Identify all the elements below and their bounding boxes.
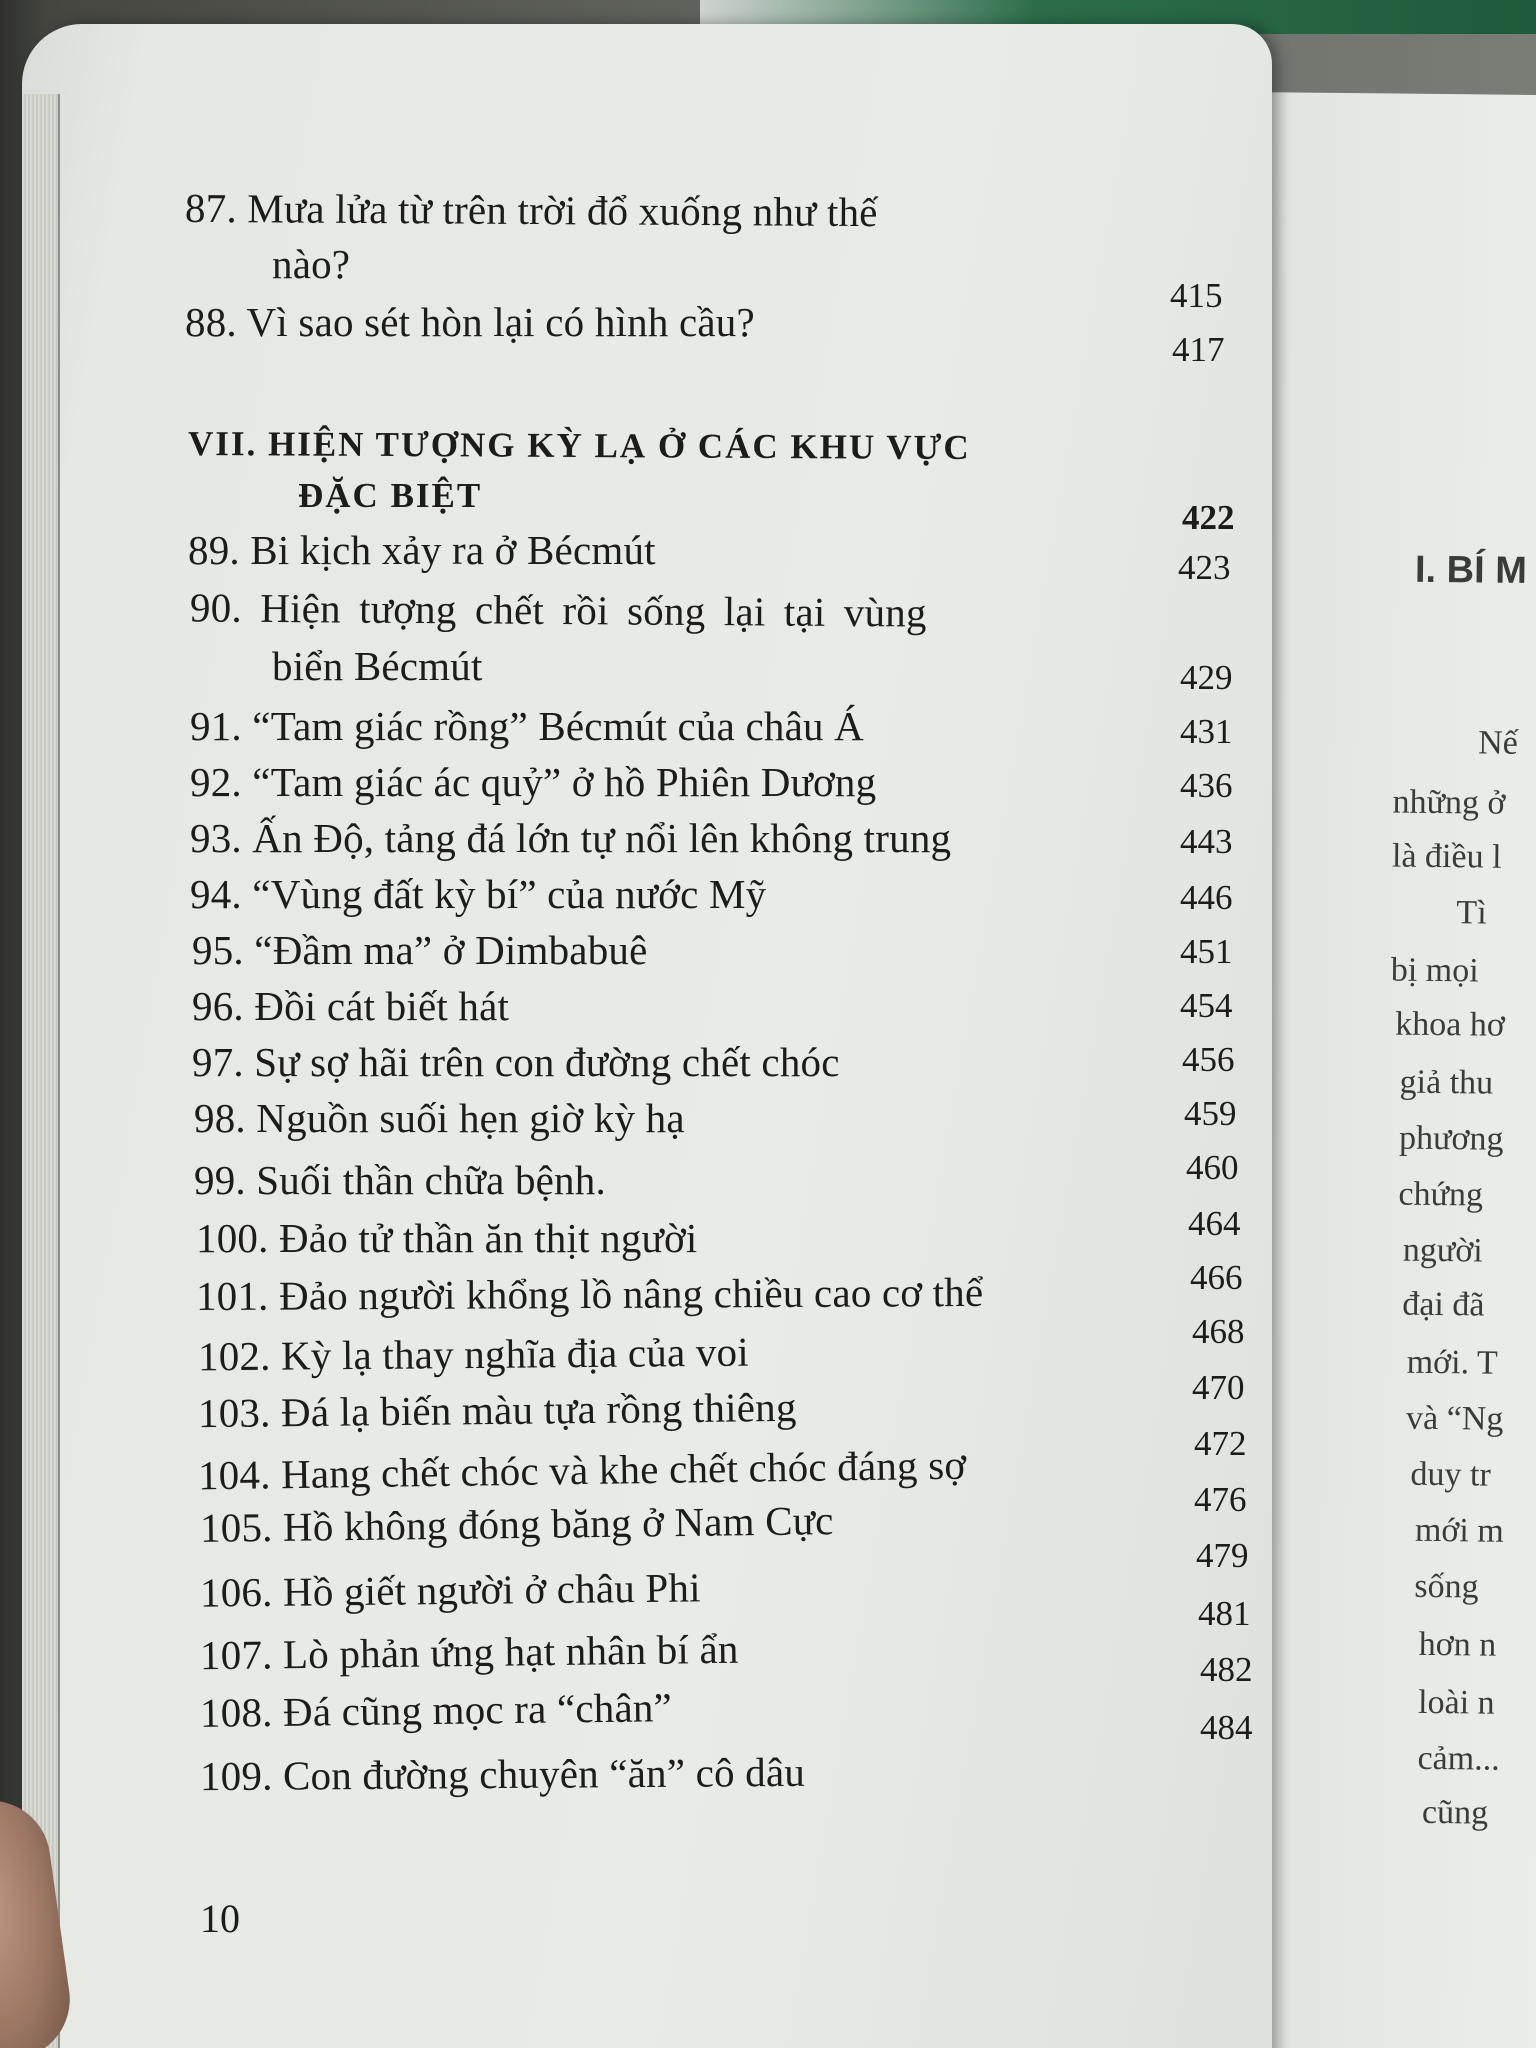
- toc-page-107: 481: [1198, 1594, 1251, 1633]
- toc-entry-106: 106. Hồ giết người ở châu Phi: [199, 1564, 701, 1616]
- toc-entry-102: 102. Kỳ lạ thay nghĩa địa của voi: [197, 1328, 750, 1380]
- toc-page-97: 456: [1182, 1040, 1235, 1079]
- toc-page-91: 431: [1180, 712, 1233, 751]
- page-number: 10: [200, 1896, 240, 1941]
- toc-entry-97: 97. Sự sợ hãi trên con đường chết chóc: [192, 1039, 840, 1085]
- toc-page-109: 484: [1200, 1708, 1253, 1747]
- toc-page-103: 470: [1192, 1368, 1245, 1407]
- toc-entry-105: 105. Hồ không đóng băng ở Nam Cực: [199, 1497, 834, 1551]
- toc-entry-104: 104. Hang chết chóc và khe chết chóc đáng sợ: [197, 1441, 967, 1499]
- toc-page-98: 459: [1184, 1094, 1237, 1133]
- right-page-line: khoa hơ: [1395, 1005, 1506, 1044]
- right-page-line: cũng: [1421, 1793, 1489, 1832]
- right-page-line: mới m: [1414, 1511, 1504, 1550]
- toc-entry-90-cont: biển Bécmút: [272, 643, 483, 689]
- toc-page-104: 472: [1194, 1424, 1247, 1463]
- toc-page-102: 468: [1192, 1312, 1245, 1351]
- right-page-line: người: [1402, 1231, 1483, 1270]
- right-page-line: duy tr: [1410, 1455, 1492, 1494]
- toc-page-vii: 422: [1182, 498, 1235, 537]
- right-page-line: mới. T: [1406, 1343, 1498, 1382]
- right-page-line: và “Ng: [1405, 1399, 1504, 1438]
- section-heading-vii: VII. HIỆN TƯỢNG KỲ LẠ Ở CÁC KHU VỰC: [187, 423, 971, 468]
- toc-page-90: 429: [1180, 658, 1233, 697]
- toc-entry-88: 88. Vì sao sét hòn lại có hình cầu?: [185, 299, 755, 345]
- toc-page-108: 482: [1200, 1650, 1253, 1689]
- toc-page-106: 479: [1196, 1536, 1249, 1575]
- toc-entry-91: 91. “Tam giác rồng” Bécmút của châu Á: [190, 703, 864, 749]
- right-page-line: chứng: [1398, 1175, 1484, 1214]
- right-page-line: đại đã: [1402, 1285, 1485, 1324]
- toc-page-94: 446: [1180, 878, 1233, 917]
- right-page-line: Nế: [1478, 724, 1519, 762]
- toc-entry-107: 107. Lò phản ứng hạt nhân bí ẩn: [199, 1625, 739, 1679]
- toc-page-96: 454: [1180, 986, 1233, 1025]
- toc-page-88: 417: [1172, 330, 1225, 369]
- toc-page-99: 460: [1186, 1148, 1239, 1187]
- toc-entry-92: 92. “Tam giác ác quỷ” ở hồ Phiên Dương: [190, 759, 877, 805]
- right-page-line: là điều l: [1391, 837, 1502, 876]
- toc-entry-100: 100. Đảo tử thần ăn thịt người: [196, 1215, 698, 1261]
- toc-entry-108: 108. Đá cũng mọc ra “chân”: [199, 1684, 673, 1736]
- toc-page-87: 415: [1170, 276, 1223, 315]
- toc-entry-98: 98. Nguồn suối hẹn giờ kỳ hạ: [194, 1095, 685, 1141]
- toc-page-100: 464: [1188, 1204, 1241, 1243]
- right-page-line: cảm...: [1417, 1739, 1500, 1778]
- right-page-line: hơn n: [1418, 1625, 1497, 1664]
- toc-entry-96: 96. Đồi cát biết hát: [192, 983, 510, 1029]
- toc-entry-90: 90. Hiện tượng chết rồi sống lại tại vùng: [189, 584, 927, 636]
- toc-entry-103: 103. Đá lạ biến màu tựa rồng thiêng: [197, 1383, 797, 1437]
- right-page-line: Tì: [1456, 894, 1487, 932]
- toc-entry-109: 109. Con đường chuyên “ăn” cô dâu: [199, 1748, 806, 1800]
- toc-entry-93: 93. Ấn Độ, tảng đá lớn tự nổi lên không trung: [190, 815, 952, 861]
- toc-page-101: 466: [1190, 1258, 1243, 1297]
- right-page-line: phương: [1398, 1119, 1504, 1158]
- right-page-heading: I. BÍ M: [1414, 548, 1528, 592]
- toc-page-92: 436: [1180, 766, 1233, 805]
- right-page-line: bị mọi: [1390, 951, 1479, 990]
- toc-entry-87-cont: nào?: [272, 241, 351, 287]
- section-heading-vii-cont: ĐẶC BIỆT: [298, 476, 483, 515]
- toc-entry-95: 95. “Đầm ma” ở Dimbabuê: [192, 927, 648, 973]
- toc-entry-99: 99. Suối thần chữa bệnh.: [194, 1157, 606, 1203]
- toc-page-105: 476: [1194, 1480, 1247, 1519]
- toc-page-89: 423: [1178, 548, 1231, 587]
- toc-entry-87: 87. Mưa lửa từ trên trời đổ xuống như thế: [184, 184, 878, 236]
- right-page-line: loài n: [1417, 1683, 1495, 1722]
- right-page-line: những ở: [1392, 783, 1506, 822]
- toc-entry-101: 101. Đảo người khổng lồ nâng chiều cao cơ thể: [195, 1268, 984, 1320]
- toc-entry-94: 94. “Vùng đất kỳ bí” của nước Mỹ: [190, 871, 767, 917]
- right-page-line: sống: [1414, 1567, 1479, 1606]
- toc-entry-89: 89. Bi kịch xảy ra ở Bécmút: [188, 527, 656, 573]
- toc-page-95: 451: [1180, 932, 1233, 971]
- right-page-line: giả thu: [1399, 1063, 1494, 1102]
- toc-page-93: 443: [1180, 822, 1233, 861]
